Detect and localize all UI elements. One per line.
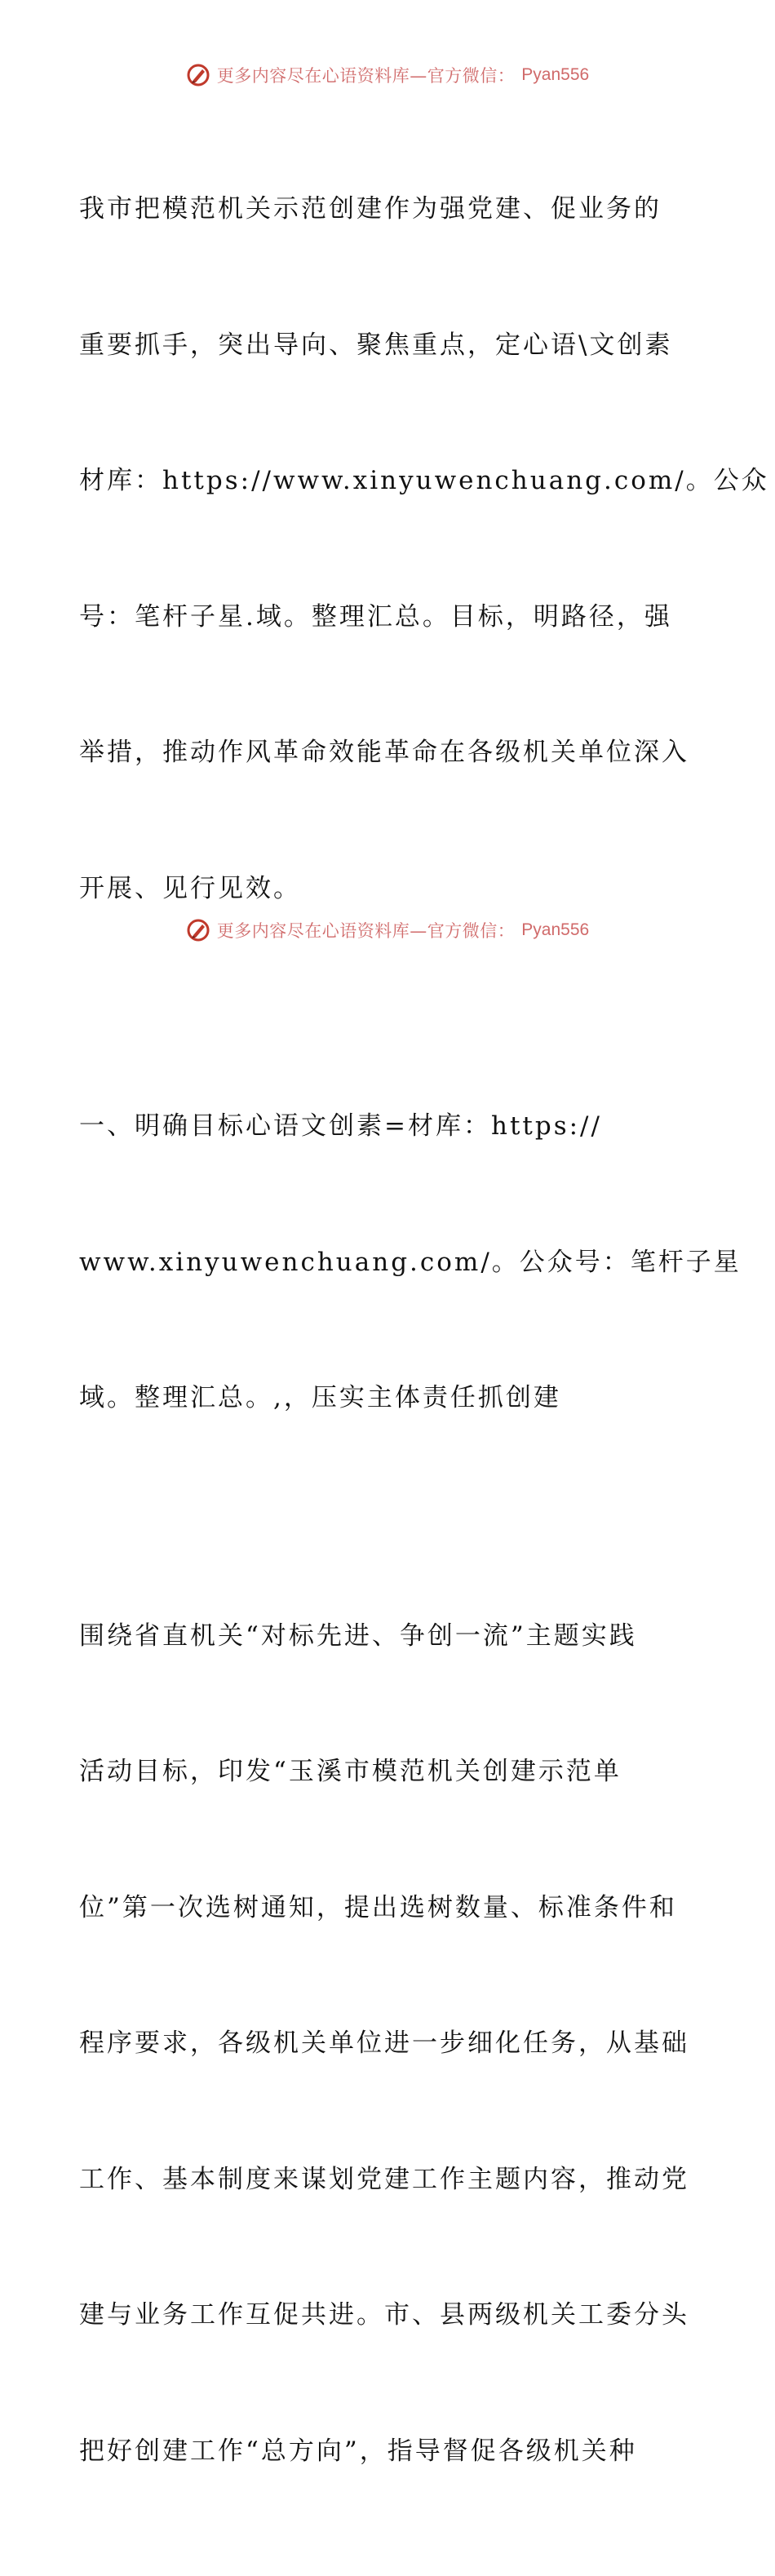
- text-line: 举措，推动作风革命效能革命在各级机关单位深入: [79, 738, 689, 767]
- text-line: 开展、见行见效。: [79, 873, 301, 903]
- text-line: 程序要求，各级机关单位进一步细化任务，从基础: [79, 2028, 689, 2058]
- header-banner: [0, 59, 775, 91]
- text-line: www.xinyuwenchuang.com/。公众号：笔杆子星: [79, 1247, 742, 1277]
- text-line: 域。整理汇总。,，压实主体责任抓创建: [79, 1383, 561, 1412]
- paragraph-intro: [79, 96, 769, 1002]
- text-line: 围绕省直机关“对标先进、争创一流”主题实践: [79, 1621, 637, 1651]
- text-line: 工作、基本制度来谋划党建工作主题内容，推动党: [79, 2164, 689, 2194]
- footer-banner: [0, 914, 775, 947]
- document-body: [79, 96, 769, 2576]
- header-banner-text: 更多内容尽在心语资料库—官方微信：: [216, 66, 516, 86]
- header-banner-inner: [186, 63, 589, 87]
- pen-logo-icon: [186, 918, 210, 942]
- footer-wechat-id: Pyan556: [521, 920, 590, 939]
- text-line: 活动目标，印发“玉溪市模范机关创建示范单: [79, 1757, 622, 1786]
- text-line: 建与业务工作互促共进。市、县两级机关工委分头: [79, 2300, 689, 2330]
- text-line: 把好创建工作“总方向”，指导督促各级机关种: [79, 2436, 637, 2466]
- footer-banner-text: 更多内容尽在心语资料库—官方微信：: [216, 921, 516, 941]
- paragraph-section-heading: [79, 1013, 742, 1512]
- text-line: 我市把模范机关示范创建作为强党建、促业务的: [79, 194, 662, 224]
- pen-logo-icon: [186, 63, 210, 87]
- header-wechat-id: Pyan556: [521, 65, 590, 84]
- text-line: 重要抓手，突出导向、聚焦重点，定心语\文创素: [79, 330, 673, 360]
- text-line: 号：笔杆子星.域。整理汇总。目标，明路径，强: [79, 601, 672, 632]
- footer-banner-inner: [186, 918, 589, 942]
- text-line: 材库：https://www.xinyuwenchuang.com/。公众: [79, 466, 769, 495]
- paragraph-body: [79, 1523, 699, 2565]
- text-line: 一、明确目标心语文创素=材库：https://: [79, 1111, 602, 1141]
- text-line: 位”第一次选树通知，提出选树数量、标准条件和: [79, 1892, 677, 1922]
